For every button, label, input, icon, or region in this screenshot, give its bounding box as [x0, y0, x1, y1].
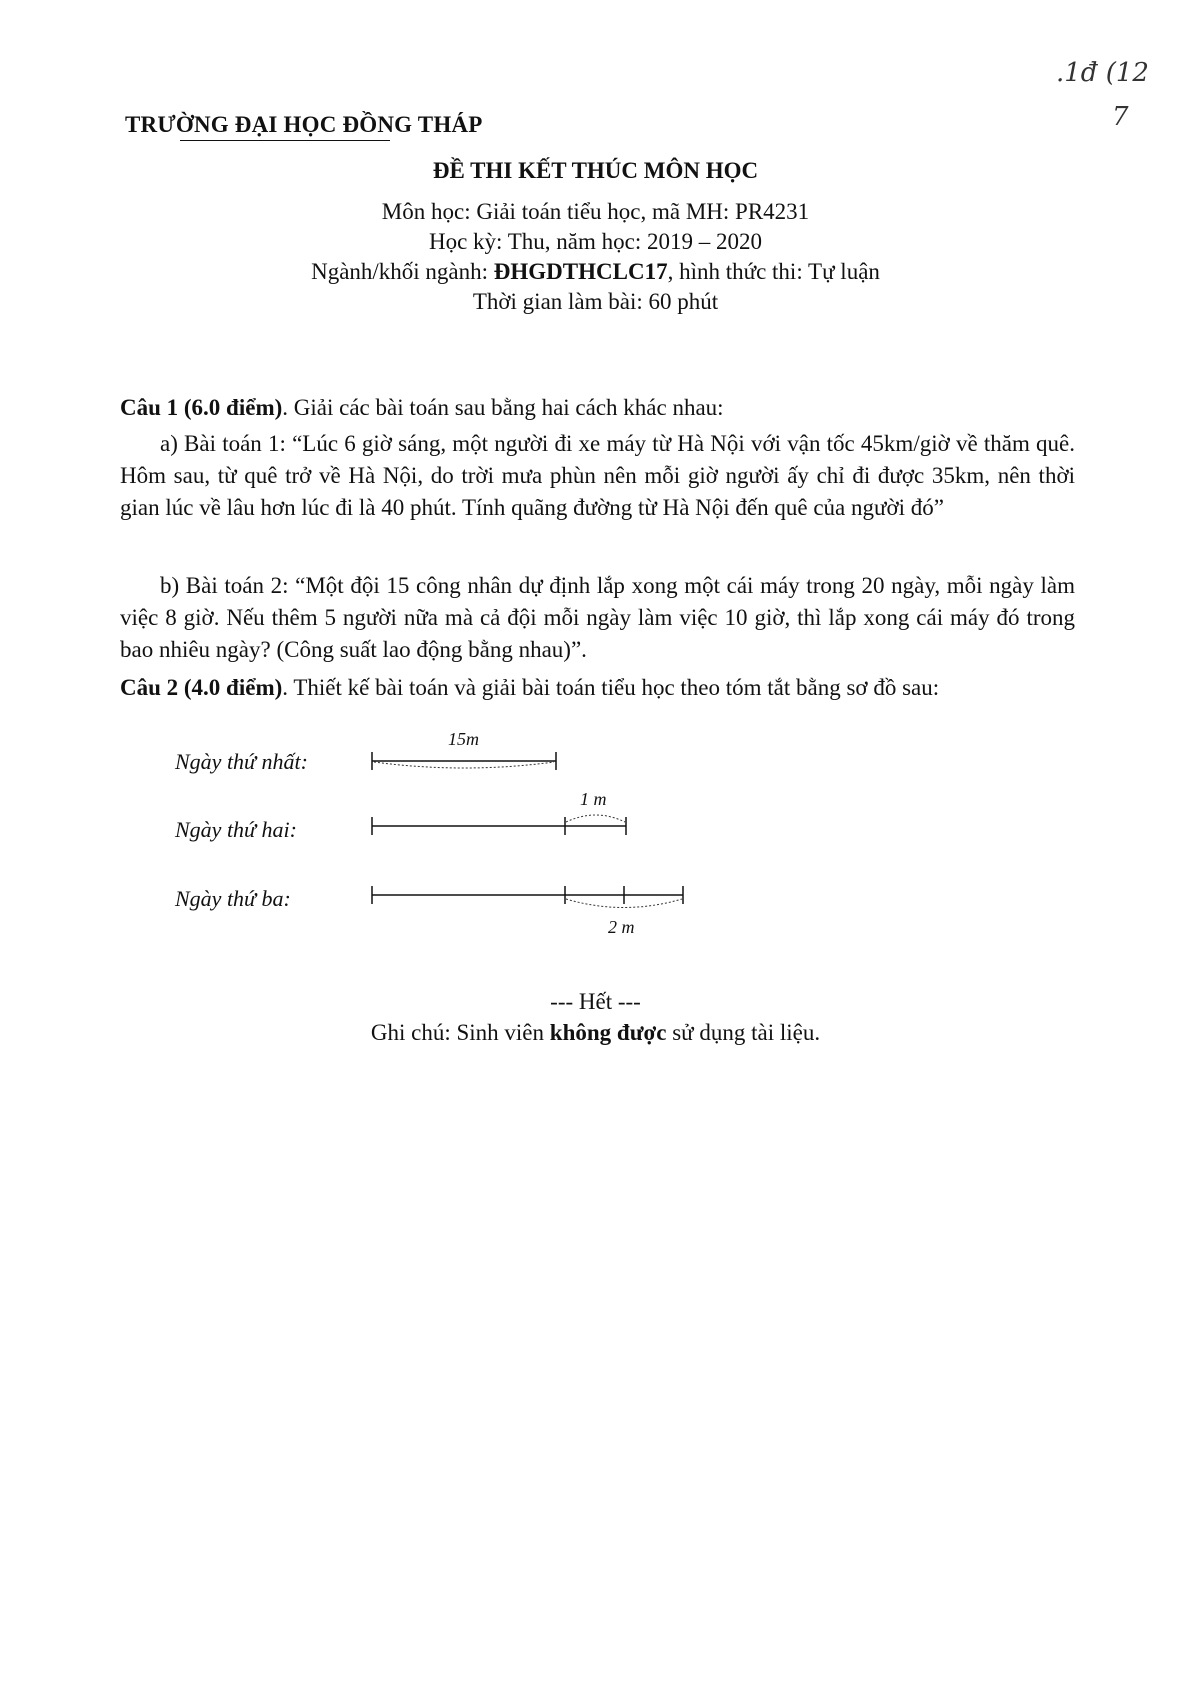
- major-line: [0, 259, 1191, 285]
- subject-line: Môn học: Giải toán tiểu học, mã MH: PR4231: [381, 199, 810, 224]
- note-emphasis: không được: [549, 1020, 667, 1045]
- question-1-prompt: . Giải các bài toán sau bằng hai cách khác nhau:: [282, 395, 724, 420]
- day-2-extra-label: 1 m: [580, 789, 607, 809]
- segment-diagram: [0, 700, 1191, 960]
- note-prefix: Ghi chú: Sinh viên: [370, 1020, 550, 1045]
- major-suffix: , hình thức thi: Tự luận: [667, 259, 880, 284]
- day-1-length-label: 15m: [448, 729, 479, 749]
- day-3-extra-label: 2 m: [608, 917, 635, 937]
- question-2-prompt: . Thiết kế bài toán và giải bài toán tiểu học theo tóm tắt bằng sơ đồ sau:: [282, 675, 940, 700]
- handwritten-mark-2: 7: [1112, 102, 1129, 132]
- exam-title: ĐỀ THI KẾT THÚC MÔN HỌC: [432, 158, 759, 183]
- major-prefix: Ngành/khối ngành:: [311, 259, 494, 284]
- footer-note: [0, 1020, 1191, 1046]
- question-1-part-b: b) Bài toán 2: “Một đội 15 công nhân dự định lắp xong một cái máy trong 20 ngày, mỗi ngày làm việc 8 giờ. Nếu thêm 5 người nữa mà cả đội mỗi ngày làm việc 10 giờ, thì lắp xong cái máy đó trong bao nhiêu ngày? (Công suất lao động bằng nhau)”.: [120, 573, 1075, 662]
- question-2-label: Câu 2 (4.0 điểm): [120, 675, 283, 700]
- school-name: TRƯỜNG ĐẠI HỌC ĐỒNG THÁP: [125, 112, 483, 137]
- major-code: ĐHGDTHCLC17: [493, 259, 668, 284]
- term-line: Học kỳ: Thu, năm học: 2019 – 2020: [428, 229, 763, 254]
- day-1-brace: [374, 762, 554, 768]
- day-3-label: Ngày thứ ba:: [175, 886, 291, 911]
- duration-line: Thời gian làm bài: 60 phút: [472, 289, 719, 314]
- question-1-part-a: a) Bài toán 1: “Lúc 6 giờ sáng, một người đi xe máy từ Hà Nội với vận tốc 45km/giờ về thăm quê. Hôm sau, từ quê trở về Hà Nội, do trời mưa phùn nên mỗi giờ người ấy chỉ đi được 35km, nên thời gian lúc về lâu hơn lúc đi là 40 phút. Tính quãng đường từ Hà Nội đến quê của người đó”: [120, 431, 1075, 520]
- end-marker: --- Hết ---: [550, 989, 641, 1014]
- school-underline: [180, 140, 390, 141]
- handwritten-mark-1: .1đ (12: [1056, 58, 1149, 88]
- day-2-label: Ngày thứ hai:: [175, 817, 297, 842]
- note-suffix: sử dụng tài liệu.: [666, 1020, 821, 1045]
- question-1-heading: [120, 392, 1075, 424]
- question-1-label: Câu 1 (6.0 điểm): [120, 395, 283, 420]
- day-1-label: Ngày thứ nhất:: [175, 749, 308, 774]
- day-2-brace: [566, 815, 625, 822]
